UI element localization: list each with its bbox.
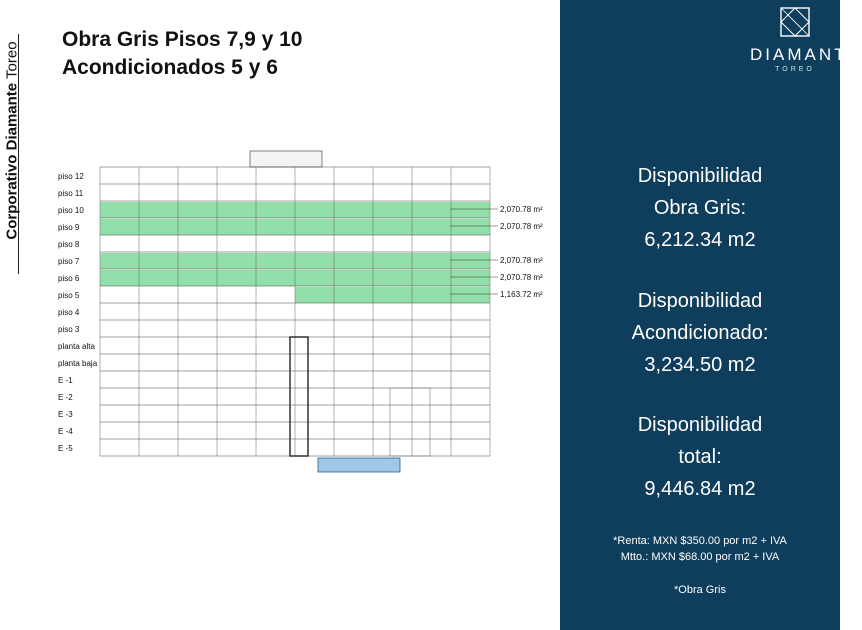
floor-label: E -4 <box>58 427 73 436</box>
stat-acond-value: 3,234.50 m2 <box>644 354 756 376</box>
stat-acondicionado <box>560 285 840 381</box>
floor-label: piso 10 <box>58 206 84 215</box>
logo-wordmark: DIAMANTE <box>750 45 862 64</box>
diamante-logo <box>750 6 862 73</box>
note-renta: *Renta: MXN $350.00 por m2 + IVA <box>613 535 787 547</box>
area-label: 2,070.78 m² <box>500 273 543 282</box>
stat-total-value: 9,446.84 m2 <box>644 478 756 500</box>
floor-label: E -3 <box>58 410 73 419</box>
floor-label: piso 8 <box>58 240 80 249</box>
diamond-logo-icon <box>778 6 812 38</box>
floor-label: piso 4 <box>58 308 80 317</box>
stat-total-line-1: Disponibilidad <box>637 414 763 436</box>
area-label: 2,070.78 m² <box>500 222 543 231</box>
stat-acond-line-2: Acondicionado: <box>631 322 769 344</box>
floor-label: piso 6 <box>58 274 80 283</box>
page-title <box>62 26 302 82</box>
floor-label: planta alta <box>58 342 95 351</box>
floor-label: piso 12 <box>58 172 84 181</box>
title-line-2: Acondicionados 5 y 6 <box>62 56 278 79</box>
note-obra-gris: *Obra Gris <box>674 584 726 596</box>
floor-label: piso 11 <box>58 189 84 198</box>
area-label: 2,070.78 m² <box>500 205 543 214</box>
floor-label: planta baja <box>58 359 98 368</box>
floor-label: E -2 <box>58 393 73 402</box>
pricing-notes <box>560 533 840 565</box>
stat-acond-line-1: Disponibilidad <box>637 290 763 312</box>
floor-label: piso 5 <box>58 291 80 300</box>
floor-label: piso 3 <box>58 325 80 334</box>
stat-gris-value: 6,212.34 m2 <box>644 229 756 251</box>
stat-obra-gris <box>560 160 840 256</box>
side-brand-label <box>4 41 21 241</box>
brand-bold: Corporativo Diamante <box>3 82 21 240</box>
cistern-tank <box>318 458 400 472</box>
stat-total-line-2: total: <box>678 446 722 468</box>
stat-gris-line-2: Obra Gris: <box>653 197 747 219</box>
floor-label: piso 7 <box>58 257 80 266</box>
area-label: 2,070.78 m² <box>500 256 543 265</box>
area-label: 1,163.72 m² <box>500 290 543 299</box>
stair-core <box>290 337 308 456</box>
floor-label: E -5 <box>58 444 73 453</box>
building-section-drawing <box>40 145 560 495</box>
stat-total <box>560 409 840 505</box>
right-panel <box>560 0 862 630</box>
rooftop-structure <box>250 151 322 167</box>
logo-subtitle: TOREO <box>775 66 815 73</box>
floor-label: piso 9 <box>58 223 80 232</box>
stat-gris-line-1: Disponibilidad <box>637 165 763 187</box>
brand-light: Toreo <box>3 41 21 83</box>
note-mtto: Mtto.: MXN $68.00 por m2 + IVA <box>620 551 780 563</box>
title-line-1: Obra Gris Pisos 7,9 y 10 <box>62 28 303 51</box>
floor-label: E -1 <box>58 376 73 385</box>
highlight-piso-5 <box>295 287 490 303</box>
